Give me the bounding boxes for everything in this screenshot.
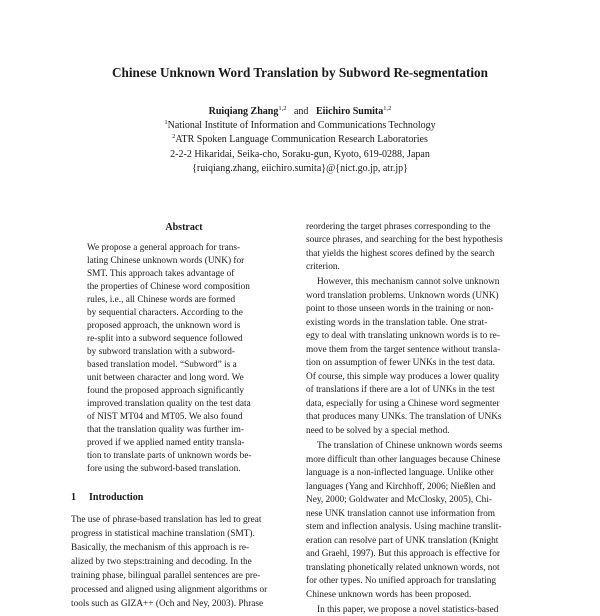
affiliation-address: 2-2-2 Hikaridai, Seika-cho, Soraku-gun, Kyoto, 619-0288, Japan <box>170 149 430 160</box>
body-line: criterion. <box>306 262 340 272</box>
body-line: language is a non-inflected language. Unlike other <box>306 468 494 478</box>
body-line: for other types. No unified approach for translating <box>306 576 497 586</box>
body-line: reordering the target phrases corresponding to the <box>306 222 491 232</box>
abstract-line: by subword translation with a subword- <box>87 347 235 357</box>
body-line: that yields the highest scores defined by the search <box>306 249 495 259</box>
abstract-line: proved if we applied named entity transla- <box>87 438 245 448</box>
body-line: point to those unseen words in the training or non- <box>306 304 494 314</box>
body-line: However, this mechanism cannot solve unknown <box>317 277 500 287</box>
body-line: In this paper, we propose a novel statistics-based <box>317 605 499 615</box>
abstract-line: re-split into a subword sequence followed <box>87 334 243 344</box>
abstract-line: tion to translate parts of unknown words be- <box>87 451 252 461</box>
body-line: more difficult than other languages because Chinese <box>306 455 501 465</box>
body-line: of translations if there are a lot of UNKs in the test <box>306 385 495 395</box>
abstract-line: We propose a general approach for trans- <box>87 243 241 253</box>
body-line: translating phonetically related unknown words, not <box>306 563 500 573</box>
body-line: alized by two steps:training and decoding. In the <box>71 557 252 567</box>
author-joiner: and <box>293 106 309 117</box>
affiliation-mark: 1 <box>164 119 168 126</box>
author-affiliation-mark: 1,2 <box>383 105 392 112</box>
body-line: tion on assumption of fewer UNKs in the test data. <box>306 358 496 368</box>
affiliation-emails: {ruiqiang.zhang, eiichiro.sumita}@{nict.go.jp, atr.jp} <box>192 163 408 174</box>
body-line: training phase, bilingual parallel sentences are pre- <box>71 571 261 581</box>
body-line: need to be solved by a special method. <box>306 426 450 436</box>
body-line: stem and inflection analysis. Using machine translit- <box>306 522 502 532</box>
body-line: processed and aligned using alignment algorithms or <box>71 585 268 595</box>
body-line: move them from the target sentence without transla- <box>306 345 501 355</box>
body-line: The use of phrase-based translation has led to great <box>71 515 262 525</box>
affiliation-text: ATR Spoken Language Communication Research Laboratories <box>175 134 428 145</box>
abstract-line: proposed approach, the unknown word is <box>87 321 241 331</box>
body-line: Ney, 2000; Goldwater and McClosky, 2005), Chi- <box>306 495 492 505</box>
abstract-line: SMT. This approach takes advantage of <box>87 269 235 279</box>
body-line: that produces many UNKs. The translation of UNKs <box>306 412 502 422</box>
author-name: Eiichiro Sumita <box>315 106 384 117</box>
body-line: data, especially for using a Chinese word segmenter <box>306 399 500 409</box>
body-line: nese UNK translation cannot use information from <box>306 509 495 519</box>
section-title: Introduction <box>89 492 144 503</box>
body-line: tools such as GIZA++ (Och and Ney, 2003). Phrase <box>71 599 264 609</box>
body-line: source phrases, and searching for the best hypothesis <box>306 235 503 245</box>
paper-title: Chinese Unknown Word Translation by Subword Re-segmentation <box>112 65 488 80</box>
body-line: and Graehl, 1997). But this approach is effective for <box>306 549 500 559</box>
affiliation-line <box>0 134 600 146</box>
abstract-line: that the translation quality was further im- <box>87 425 244 435</box>
abstract-line: by sequential characters. According to the <box>87 308 243 318</box>
abstract-line: of NIST MT04 and MT05. We also found <box>87 412 243 422</box>
author-affiliation-mark: 1,2 <box>278 105 287 112</box>
abstract-line: lating Chinese unknown words (UNK) for <box>87 256 245 266</box>
author-line <box>0 106 600 118</box>
section-heading-introduction <box>71 492 143 504</box>
abstract-line: improved translation quality on the test data <box>87 399 251 409</box>
body-line: existing words in the translation table. One strat- <box>306 318 488 328</box>
section-number: 1 <box>71 492 76 503</box>
abstract-line: rules, i.e., all Chinese words are formed <box>87 295 236 305</box>
affiliation-text: National Institute of Information and Communications Technology <box>167 120 436 131</box>
body-line: The translation of Chinese unknown words seems <box>317 441 503 451</box>
body-line: progress in statistical machine translation (SMT). <box>71 529 255 539</box>
body-line: word translation problems. Unknown words (UNK) <box>306 291 499 301</box>
affiliation-line <box>0 120 600 132</box>
author-name: Ruiqiang Zhang <box>208 106 279 117</box>
body-line: egy to deal with translating unknown words is to re- <box>306 331 500 341</box>
abstract-line: fore using the subword-based translation. <box>87 464 241 474</box>
abstract-line: found the proposed approach significantly <box>87 386 244 396</box>
body-line: eration can resolve part of UNK translation (Knight <box>306 536 499 546</box>
body-line: Chinese unknown words has been proposed. <box>306 590 472 600</box>
abstract-line: the properties of Chinese word composition <box>87 282 250 292</box>
body-line: Of course, this simple way produces a lower quality <box>306 372 500 382</box>
abstract-heading: Abstract <box>165 222 203 233</box>
affiliation-mark: 2 <box>172 133 176 140</box>
abstract-line: unit between character and long word. We <box>87 373 244 383</box>
body-line: Basically, the mechanism of this approach is re- <box>71 543 250 553</box>
body-line: languages (Yang and Kirchhoff, 2006; Nießlen and <box>306 482 496 492</box>
abstract-line: based translation model. “Subword” is a <box>87 360 237 370</box>
